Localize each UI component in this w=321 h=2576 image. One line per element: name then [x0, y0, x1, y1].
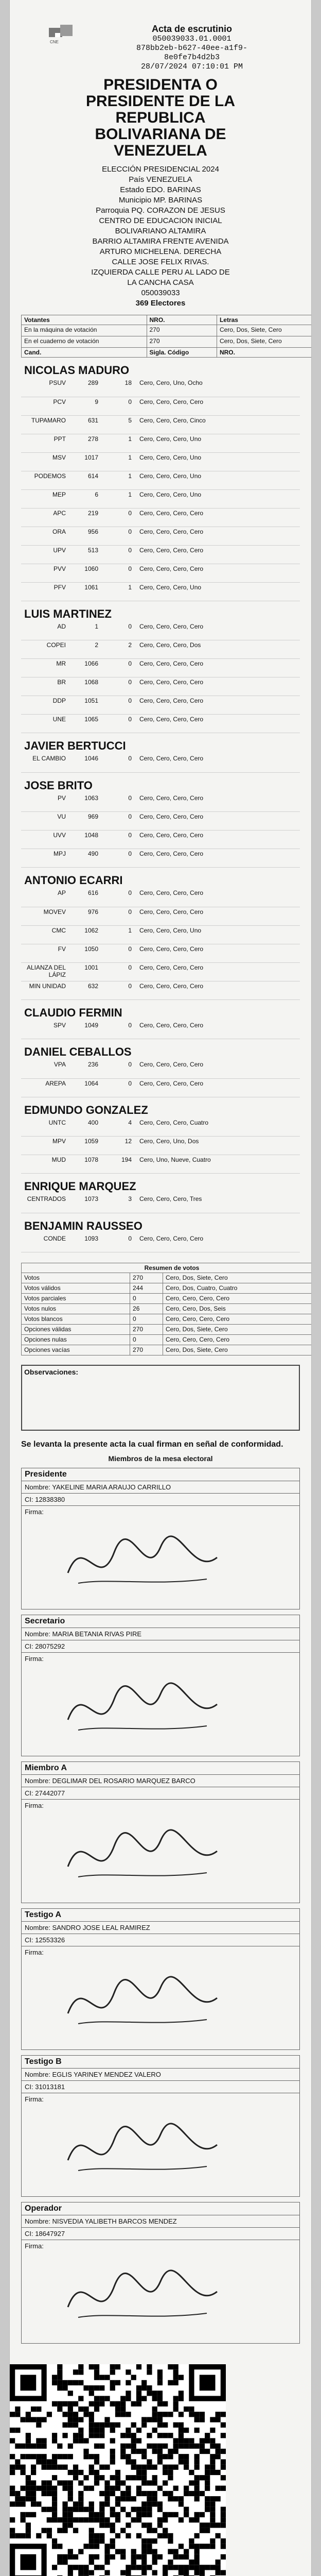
signer-role: Presidente — [22, 1468, 299, 1481]
observaciones-box: Observaciones: — [21, 1365, 300, 1431]
signer-ci: CI: 28075292 — [22, 1640, 299, 1653]
party-row: PVV 1060 0 Cero, Cero, Cero, Cero — [21, 564, 300, 582]
party-row: AD 1 0 Cero, Cero, Cero, Cero — [21, 622, 300, 640]
party-row: MR 1066 0 Cero, Cero, Cero, Cero — [21, 659, 300, 677]
firma-label: Firma: — [25, 2242, 44, 2250]
svg-text:CNE: CNE — [50, 40, 59, 44]
candidates-list — [10, 358, 311, 1252]
signer-name: Nombre: EGLIS YARINEY MENDEZ VALERO — [22, 2069, 299, 2081]
party-row: EL CAMBIO 1046 0 Cero, Cero, Cero, Cero — [21, 754, 300, 772]
party-row: CENTRADOS 1073 3 Cero, Cero, Cero, Tres — [21, 1194, 300, 1213]
signature-image — [63, 1962, 227, 2039]
signer-block — [21, 1615, 300, 1756]
signer-role: Operador — [22, 2202, 299, 2215]
datetime: 28/07/2024 07:10:01 PM — [140, 62, 243, 71]
candidate-name: JAVIER BERTUCCI — [24, 739, 126, 752]
signer-name: Nombre: NISVEDIA YALIBETH BARCOS MENDEZ — [22, 2215, 299, 2228]
signature-image — [63, 2109, 227, 2186]
candidate-name: LUIS MARTINEZ — [24, 607, 112, 620]
firma-label: Firma: — [25, 1508, 44, 1516]
party-row: TUPAMARO 631 5 Cero, Cero, Cero, Cinco — [21, 415, 300, 434]
party-table — [21, 1118, 300, 1174]
party-row: UPV 513 0 Cero, Cero, Cero, Cero — [21, 545, 300, 564]
party-table — [21, 378, 300, 601]
signer-role: Testigo A — [22, 1909, 299, 1922]
candidate-name: DANIEL CEBALLOS — [24, 1045, 132, 1058]
signer-name: Nombre: SANDRO JOSE LEAL RAMIREZ — [22, 1922, 299, 1934]
election-title: PRESIDENTA O PRESIDENTE DE LA REPUBLICA BOLIVARIANA DE VENEZUELA — [85, 76, 236, 159]
party-row: MEP 6 1 Cero, Cero, Cero, Uno — [21, 489, 300, 508]
party-row: ALIANZA DEL LÁPIZ 1001 0 Cero, Cero, Cero, Cero — [21, 962, 300, 981]
party-table — [21, 1194, 300, 1213]
party-row: PCV 9 0 Cero, Cero, Cero, Cero — [21, 397, 300, 415]
summary-table: Resumen de votos Votos 270 Cero, Dos, Siete, Cero Votos válidos 244 Cero, Dos, Cuatro, Cuatro Votos parciales 0 Cero, Cero, Cero, Cero Votos nulos 26 Cero, Cero, Dos, Seis Votos blancos 0 Cero, Cero, Cero, Cero Opciones válidas 270 Cero, Dos, Siete, Cero Opciones nulas 0 Cero, Cero, Cero, Cero Opciones vacías 270 Cero, Dos, Siete, Cero — [21, 1263, 311, 1355]
party-table — [21, 1234, 300, 1253]
firma-label: Firma: — [25, 2095, 44, 2103]
signer-ci: CI: 12838380 — [22, 1494, 299, 1506]
signature-image — [63, 1521, 227, 1599]
party-row: COPEI 2 2 Cero, Cero, Cero, Dos — [21, 640, 300, 659]
party-row: UNTC 400 4 Cero, Cero, Cero, Cuatro — [21, 1118, 300, 1137]
hash-line-2: 8e0fe7b4d2b3 — [164, 53, 220, 62]
party-row: UVV 1048 0 Cero, Cero, Cero, Cero — [21, 831, 300, 849]
signer-ci: CI: 27442077 — [22, 1787, 299, 1800]
candidate-name: ENRIQUE MARQUEZ — [24, 1180, 136, 1193]
signer-block — [21, 1468, 300, 1609]
party-row: MIN UNIDAD 632 0 Cero, Cero, Cero, Cero — [21, 981, 300, 999]
party-row: MPV 1059 12 Cero, Cero, Uno, Dos — [21, 1137, 300, 1155]
hash-line-1: 878bb2eb-b627-40ee-a1f9- — [136, 44, 248, 53]
signer-role: Secretario — [22, 1615, 299, 1628]
party-row: VPA 236 0 Cero, Cero, Cero, Cero — [21, 1060, 300, 1078]
candidate-name: NICOLAS MADURO — [24, 364, 130, 377]
signature-image — [63, 1815, 227, 1892]
party-row: ORA 956 0 Cero, Cero, Cero, Cero — [21, 527, 300, 545]
signer-block — [21, 1761, 300, 1903]
signer-ci: CI: 12553326 — [22, 1934, 299, 1946]
party-row: CMC 1062 1 Cero, Cero, Cero, Uno — [21, 925, 300, 944]
party-row: UNE 1065 0 Cero, Cero, Cero, Cero — [21, 715, 300, 733]
candidate-name: CLAUDIO FERMIN — [24, 1006, 122, 1019]
party-row: PV 1063 0 Cero, Cero, Cero, Cero — [21, 793, 300, 812]
firma-label: Firma: — [25, 1948, 44, 1956]
signer-role: Miembro A — [22, 1762, 299, 1775]
party-row: APC 219 0 Cero, Cero, Cero, Cero — [21, 508, 300, 527]
party-row: AREPA 1064 0 Cero, Cero, Cero, Cero — [21, 1078, 300, 1097]
signer-ci: CI: 31013181 — [22, 2081, 299, 2093]
party-table — [21, 888, 300, 1000]
signer-block — [21, 2055, 300, 2197]
signer-name: Nombre: DEGLIMAR DEL ROSARIO MARQUEZ BARCO — [22, 1775, 299, 1787]
signer-block — [21, 1908, 300, 2050]
party-table — [21, 793, 300, 868]
signer-block — [21, 2202, 300, 2344]
party-table — [21, 1021, 300, 1040]
firma-label: Firma: — [25, 1655, 44, 1663]
party-row: VU 969 0 Cero, Cero, Cero, Cero — [21, 812, 300, 831]
party-row: PSUV 289 18 Cero, Cero, Uno, Ocho — [21, 378, 300, 397]
qr-code — [10, 2364, 226, 2576]
candidate-name: ANTONIO ECARRI — [24, 874, 123, 887]
party-row: PPT 278 1 Cero, Cero, Cero, Uno — [21, 434, 300, 452]
mesa-title: Miembros de la mesa electoral — [108, 1454, 213, 1463]
signature-image — [63, 1668, 227, 1745]
conformity-notice: Se levanta la presente acta la cual firman en señal de conformidad. — [21, 1440, 283, 1449]
signer-ci: CI: 18647927 — [22, 2228, 299, 2240]
party-row: MPJ 490 0 Cero, Cero, Cero, Cero — [21, 849, 300, 868]
party-row: CONDE 1093 0 Cero, Cero, Cero, Cero — [21, 1234, 300, 1252]
signature-image — [63, 2256, 227, 2333]
party-row: PFV 1061 1 Cero, Cero, Cero, Uno — [21, 582, 300, 601]
acta-code: 050039033.01.0001 — [152, 35, 231, 43]
acta-receipt — [10, 0, 311, 2576]
party-row: MUD 1078 194 Cero, Uno, Nueve, Cuatro — [21, 1155, 300, 1174]
candidate-name: EDMUNDO GONZALEZ — [24, 1103, 148, 1116]
party-row: FV 1050 0 Cero, Cero, Cero, Cero — [21, 944, 300, 962]
signer-name: Nombre: YAKELINE MARIA ARAUJO CARRILLO — [22, 1481, 299, 1494]
acta-title: Acta de escrutinio — [151, 24, 233, 34]
firma-label: Firma: — [25, 1802, 44, 1809]
party-table — [21, 1060, 300, 1097]
candidate-name: BENJAMIN RAUSSEO — [24, 1219, 142, 1232]
location-info: ELECCIÓN PRESIDENCIAL 2024 País VENEZUELA Estado EDO. BARINAS Municipio MP. BARINAS Parroquia PQ. CORAZON DE JESUS CENTRO DE EDUCACION INICIAL BOLIVARIANO ALTAMIRA BARRIO ALTAMIRA FRENTE AVENIDA ARTURO MICHELENA. DERECHA CALLE JOSE FELIX RIVAS. IZQUIERDA CALLE PERU AL LADO DE LA CANCHA CASA 050039033 369 Electores — [91, 165, 230, 308]
party-row: AP 616 0 Cero, Cero, Cero, Cero — [21, 888, 300, 907]
party-row: MOVEV 976 0 Cero, Cero, Cero, Cero — [21, 907, 300, 925]
voters-table: Votantes NRO. Letras En la máquina de votación 270 Cero, Dos, Siete, Cero En el cuaderno de votación 270 Cero, Dos, Siete, Cero Cand. Sigla. Código NRO. — [21, 315, 311, 358]
signers-list — [10, 1468, 311, 2344]
party-table — [21, 622, 300, 734]
party-row: MSV 1017 1 Cero, Cero, Cero, Uno — [21, 452, 300, 471]
party-row: SPV 1049 0 Cero, Cero, Cero, Cero — [21, 1021, 300, 1039]
party-row: PODEMOS 614 1 Cero, Cero, Cero, Uno — [21, 471, 300, 489]
header — [10, 0, 311, 72]
signer-role: Testigo B — [22, 2056, 299, 2069]
cne-logo — [46, 21, 77, 52]
candidate-name: JOSE BRITO — [24, 778, 93, 792]
party-row: BR 1068 0 Cero, Cero, Cero, Cero — [21, 677, 300, 696]
party-row: DDP 1051 0 Cero, Cero, Cero, Cero — [21, 696, 300, 715]
party-table — [21, 754, 300, 773]
signer-name: Nombre: MARIA BETANIA RIVAS PIRE — [22, 1628, 299, 1640]
